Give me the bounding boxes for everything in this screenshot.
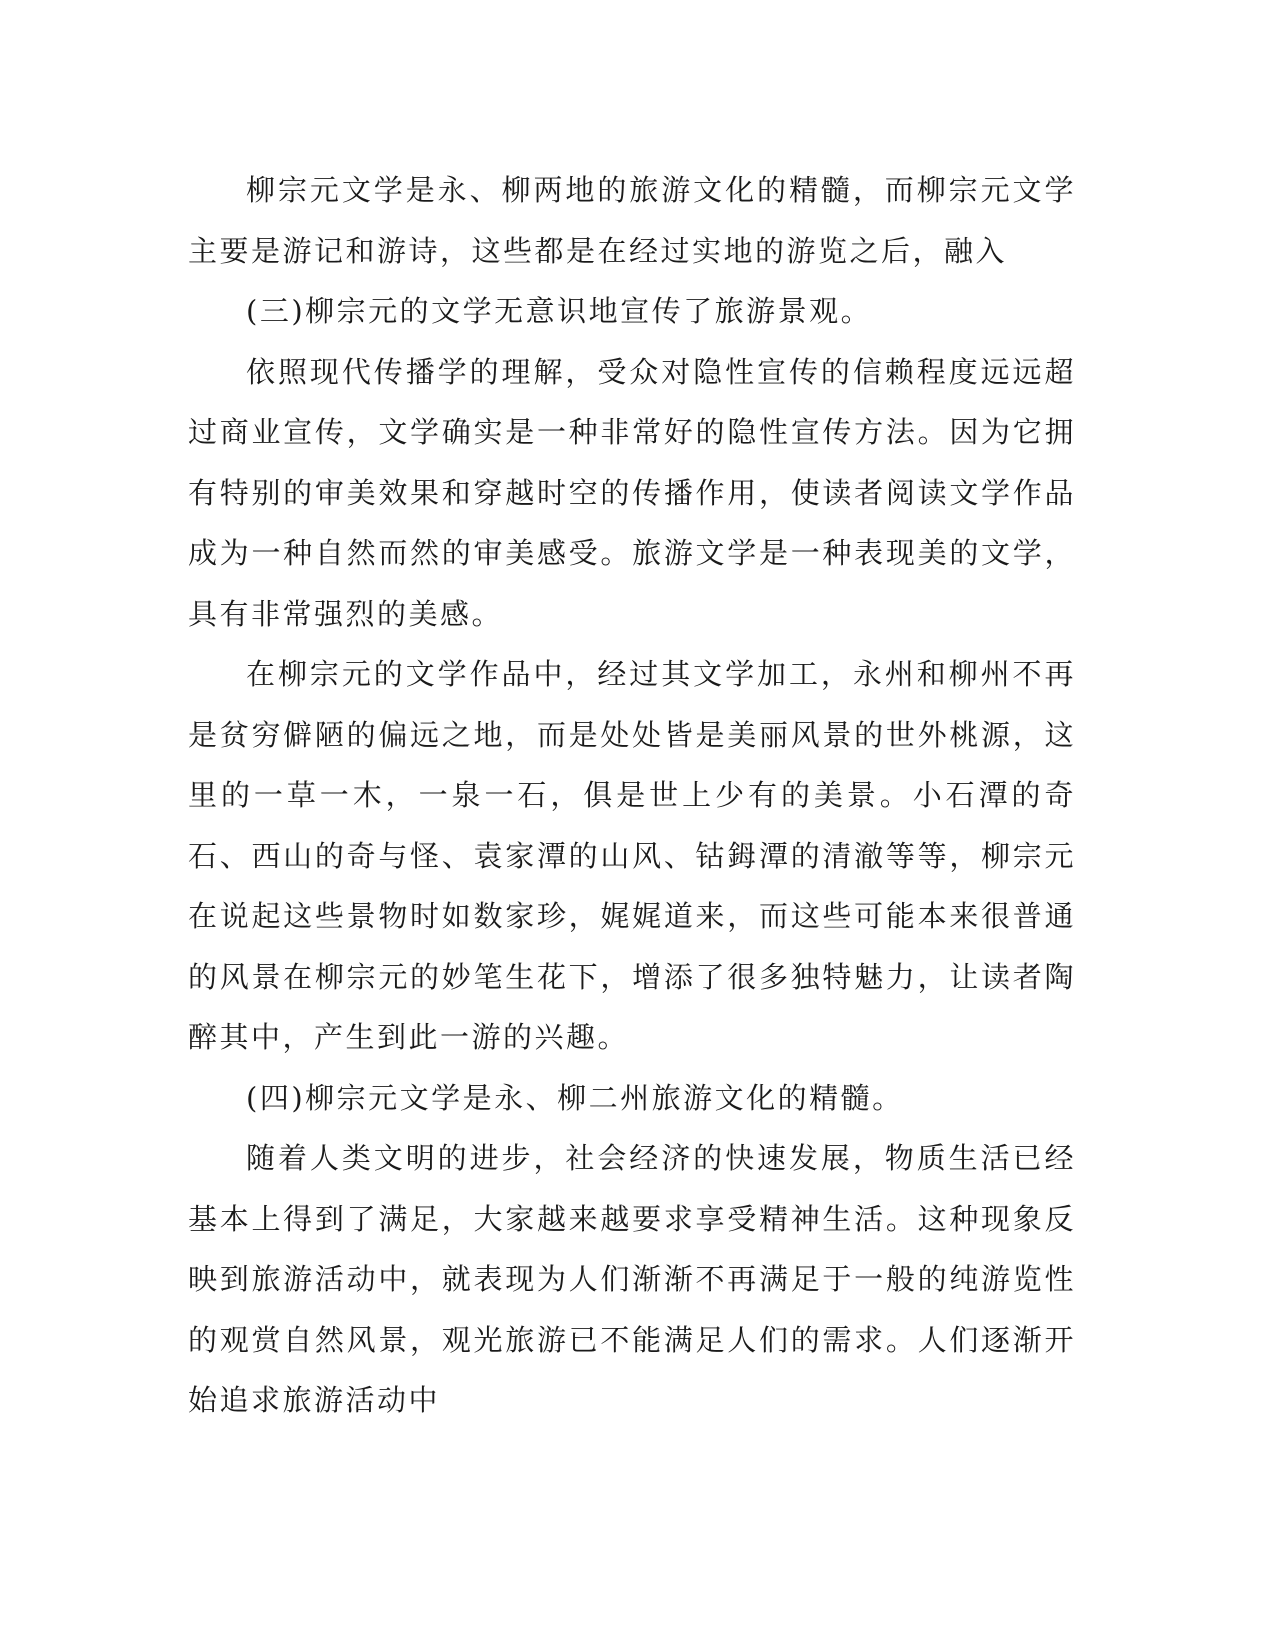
paragraph-intro: 柳宗元文学是永、柳两地的旅游文化的精髓，而柳宗元文学主要是游记和游诗，这些都是在经过实地的游览之后，融入 xyxy=(188,173,1076,268)
paragraph-culture: 随着人类文明的进步，社会经济的快速发展，物质生活已经基本上得到了满足，大家越来越要求享受精神生活。这种现象反映到旅游活动中，就表现为人们渐渐不再满足于一般的纯游览性的观赏自然风景，观光旅游已不能满足人们的需求。人们逐渐开始追求旅游活动中 xyxy=(188,1141,1076,1417)
paragraph-communication: 依照现代传播学的理解，受众对隐性宣传的信赖程度远远超过商业宣传，文学确实是一种非常好的隐性宣传方法。因为它拥有特别的审美效果和穿越时空的传播作用，使读者阅读文学作品成为一种自然而然的审美感受。旅游文学是一种表现美的文学，具有非常强烈的美感。 xyxy=(188,354,1076,631)
section-heading-4: (四)柳宗元文学是永、柳二州旅游文化的精髓。 xyxy=(246,1080,904,1115)
paragraph-scenery: 在柳宗元的文学作品中，经过其文学加工，永州和柳州不再是贫穷僻陋的偏远之地，而是处处皆是美丽风景的世外桃源，这里的一草一木，一泉一石，俱是世上少有的美景。小石潭的奇石、西山的奇与怪、袁家潭的山风、钴鉧潭的清澈等等，柳宗元在说起这些景物时如数家珍，娓娓道来，而这些可能本来很普通的风景在柳宗元的妙笔生花下，增添了很多独特魅力，让读者陶醉其中，产生到此一游的兴趣。 xyxy=(188,657,1076,1054)
document-body xyxy=(188,160,1076,1431)
section-heading-3: (三)柳宗元的文学无意识地宣传了旅游景观。 xyxy=(246,294,873,328)
